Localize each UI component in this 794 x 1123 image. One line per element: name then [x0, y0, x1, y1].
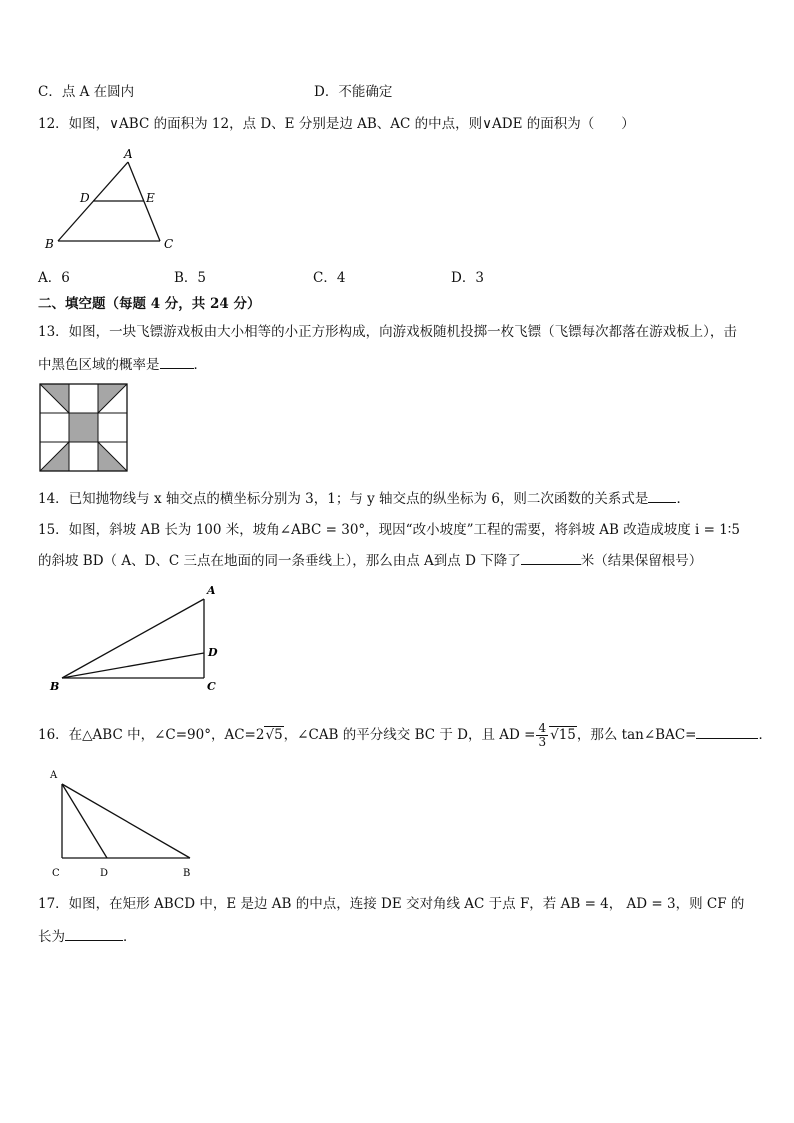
q12-option-b: B．5 — [174, 270, 207, 286]
q12-triangle-figure — [40, 146, 180, 254]
q16-label-c: C — [52, 868, 60, 879]
q11-option-c: C．点 A 在圆内 — [38, 84, 135, 100]
q16-part2: ，∠CAB 的平分线交 BC 于 D，且 AD = — [283, 727, 536, 743]
q16-label-a: A — [50, 770, 58, 781]
q16-answer-blank — [696, 724, 758, 739]
q15-label-d: D — [208, 646, 218, 659]
right-triangle-figure — [40, 764, 210, 882]
q16-sqrt-ac-value: 5 — [274, 727, 283, 743]
q12-label-a: A — [124, 147, 133, 161]
q12-label-c: C — [164, 237, 174, 251]
q16-label-b: B — [183, 868, 191, 879]
q16-fraction — [536, 722, 548, 749]
q15-answer-blank — [521, 550, 581, 565]
q15-label-c: C — [207, 680, 216, 693]
q12-label-b: B — [45, 237, 54, 251]
q16-sqrt-ac: √5 — [265, 727, 283, 743]
q15-label-b: B — [50, 680, 60, 693]
dartboard-figure — [38, 382, 130, 474]
q16-sqrt-ad: √15 — [550, 727, 576, 743]
q12-option-d: D．3 — [451, 270, 484, 286]
q16-part3: ，那么 tan∠BAC= — [576, 727, 697, 743]
q17-answer-blank — [65, 926, 123, 941]
q13-end: ． — [193, 357, 207, 373]
q17-line2: 长为 — [38, 929, 65, 945]
q16-sqrt-ad-value: 15 — [558, 727, 576, 743]
q12-option-a: A．6 — [38, 270, 70, 286]
q15-line1: 15．如图，斜坡 AB 长为 100 米，坡角∠ABC = 30°，现因“改小坡度”工程的需要，将斜坡 AB 改造成坡度 i = 1∶5 — [38, 522, 740, 538]
q14-end: ． — [676, 491, 690, 507]
q16-fraction-num: 4 — [538, 721, 547, 735]
q12-option-c: C．4 — [313, 270, 346, 286]
q14-text: 14．已知抛物线与 x 轴交点的横坐标分别为 3，1；与 y 轴交点的纵坐标为 6，则二次函数的关系式是 — [38, 491, 649, 507]
q12-text: 12．如图，∨ABC 的面积为 12，点 D、E 分别是边 AB、AC 的中点，则∨ADE 的面积为（ ） — [38, 116, 635, 132]
q16-end: ． — [758, 727, 772, 743]
section-title: 二、填空题（每题 4 分，共 24 分） — [38, 296, 261, 312]
q15-end: 米（结果保留根号） — [580, 553, 703, 569]
q15-line2: 的斜坡 BD（ A、D、C 三点在地面的同一条垂线上），那么由点 A到点 D 下降了 — [38, 553, 521, 569]
q17-end: ． — [123, 929, 137, 945]
q16-part1: 16．在△ABC 中，∠C=90°，AC=2 — [38, 727, 265, 743]
slope-figure — [40, 582, 230, 696]
q15-label-a: A — [207, 584, 216, 597]
q12-label-e: E — [146, 191, 155, 205]
q13-answer-blank — [160, 354, 194, 369]
q13-line1: 13．如图，一块飞镖游戏板由大小相等的小正方形构成，向游戏板随机投掷一枚飞镖（飞镖每次都落在游戏板上），击 — [38, 324, 737, 340]
q16-label-d: D — [100, 868, 109, 879]
q13-line2: 中黑色区域的概率是 — [38, 357, 160, 373]
q17-line1: 17．如图，在矩形 ABCD 中，E 是边 AB 的中点，连接 DE 交对角线 AC 于点 F，若 AB = 4， AD = 3，则 CF 的 — [38, 896, 745, 912]
q16-fraction-den: 3 — [538, 735, 547, 749]
q11-option-d: D．不能确定 — [314, 84, 393, 100]
q12-label-d: D — [80, 191, 90, 205]
q14-answer-blank — [648, 488, 676, 503]
